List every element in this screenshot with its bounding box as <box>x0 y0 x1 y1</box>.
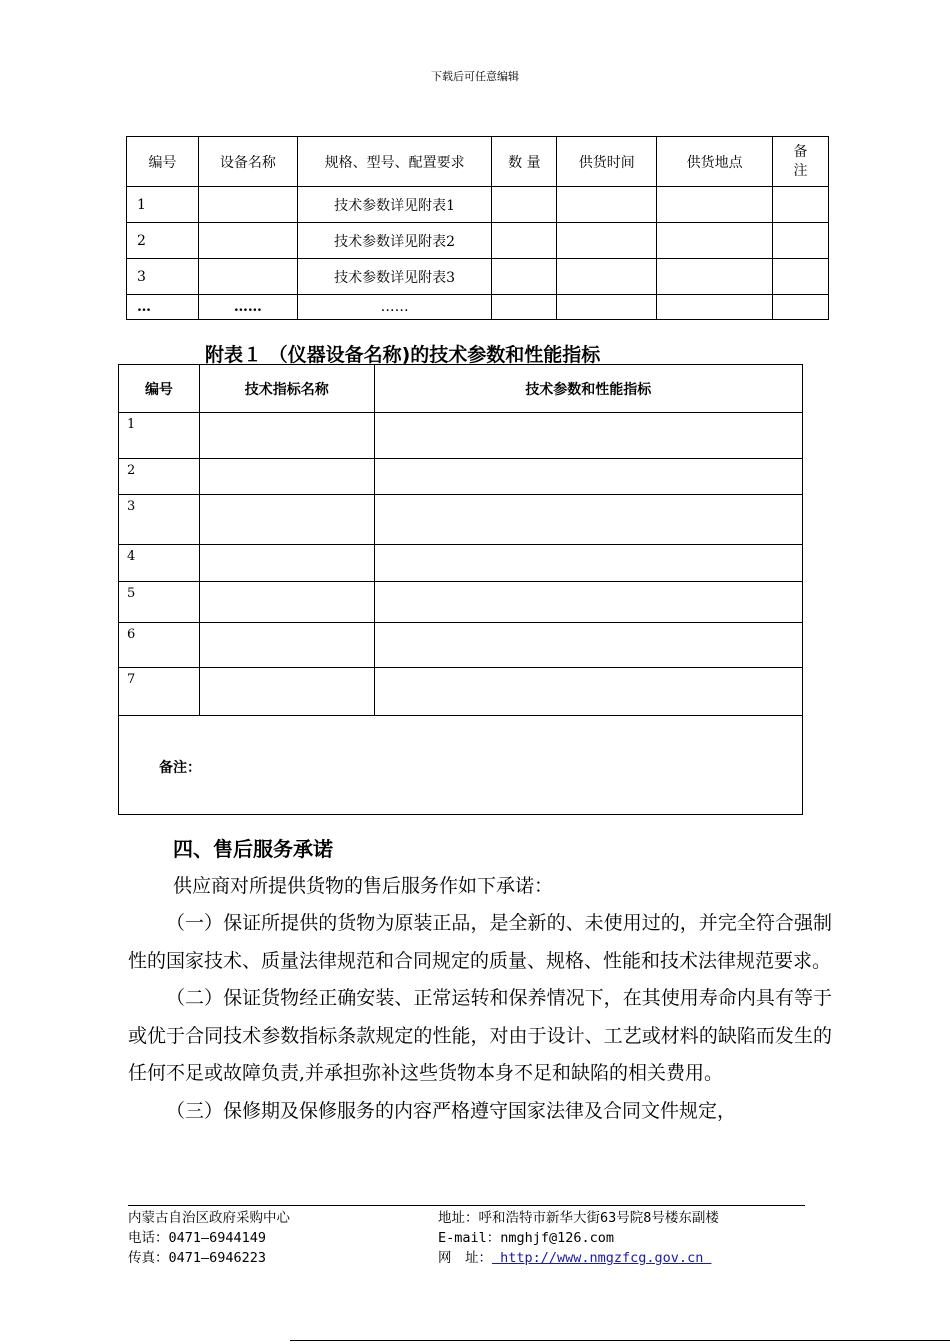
commitment-item: （二）保证货物经正确安装、正常运转和保养情况下，在其使用寿命内具有等于或优于合同技术参数指标条款规定的性能，对由于设计、工艺或材料的缺陷而发生的任何不足或故障负责,并承担弥补这些货物本身不足和缺陷的相关费用。 <box>128 987 832 1084</box>
table-cell <box>557 187 657 223</box>
table-cell: …… <box>297 295 492 320</box>
footer-org: 内蒙古自治区政府采购中心 <box>128 1210 290 1226</box>
table-row <box>119 413 803 459</box>
remarks-row <box>119 716 803 815</box>
table-cell: …… <box>198 295 297 320</box>
table-cell <box>374 623 802 668</box>
col-header-parameters: 技术参数和性能指标 <box>374 365 802 413</box>
table-cell: 4 <box>119 545 200 582</box>
table-cell <box>374 413 802 459</box>
table-cell: … <box>127 295 199 320</box>
table-row <box>127 295 829 320</box>
table-cell <box>198 223 297 259</box>
table-cell <box>374 582 802 623</box>
table-row <box>119 623 803 668</box>
table-cell <box>557 223 657 259</box>
table-cell: 技术参数详见附表1 <box>297 187 492 223</box>
table-cell <box>492 187 557 223</box>
footer-address: 地址：呼和浩特市新华大街63号院8号楼东副楼 <box>438 1210 719 1226</box>
table-cell <box>199 459 374 495</box>
table-cell: 技术参数详见附表3 <box>297 259 492 295</box>
table-cell <box>199 623 374 668</box>
table-header-row <box>127 137 829 187</box>
section-intro: 供应商对所提供货物的售后服务作如下承诺： <box>173 875 554 897</box>
commitment-item: （三）保修期及保修服务的内容严格遵守国家法律及合同文件规定， <box>166 1099 737 1122</box>
table-row <box>127 223 829 259</box>
table-header-row <box>119 365 803 413</box>
table-cell <box>374 495 802 545</box>
table-cell <box>657 187 773 223</box>
col-header-device-name: 设备名称 <box>198 137 297 187</box>
table-cell <box>492 259 557 295</box>
table-row <box>119 545 803 582</box>
table-cell: 3 <box>127 259 199 295</box>
table-cell <box>773 223 829 259</box>
table-cell: 技术参数详见附表2 <box>297 223 492 259</box>
section-title: 四、售后服务承诺 <box>173 837 333 861</box>
table-cell <box>199 413 374 459</box>
table-cell <box>199 668 374 716</box>
footer-fax: 传真：0471—6946223 <box>128 1250 267 1266</box>
col-header-indicator-name: 技术指标名称 <box>199 365 374 413</box>
col-header-number: 编号 <box>127 137 199 187</box>
table-row <box>127 259 829 295</box>
bottom-rule <box>290 1340 950 1341</box>
table-cell <box>492 223 557 259</box>
commitment-list <box>128 905 832 1130</box>
table-cell <box>657 259 773 295</box>
col-header-remarks: 备注 <box>773 137 829 187</box>
table-cell <box>492 295 557 320</box>
table-row <box>119 668 803 716</box>
footer-phone: 电话：0471—6944149 <box>128 1230 267 1246</box>
table-cell <box>773 295 829 320</box>
table-row <box>119 582 803 623</box>
footer-divider <box>128 1205 805 1206</box>
appendix-title: 附表１ （仪器设备名称)的技术参数和性能指标 <box>205 344 601 366</box>
col-header-delivery-time: 供货时间 <box>557 137 657 187</box>
table-cell <box>773 259 829 295</box>
table-cell: 1 <box>127 187 199 223</box>
table-cell: 2 <box>119 459 200 495</box>
table-cell: 2 <box>127 223 199 259</box>
col-header-number: 编号 <box>119 365 200 413</box>
table-cell <box>557 295 657 320</box>
table-cell <box>374 459 802 495</box>
table-row <box>127 187 829 223</box>
table-cell <box>773 187 829 223</box>
table-cell <box>557 259 657 295</box>
procurement-table <box>126 136 829 320</box>
table-row <box>119 495 803 545</box>
commitment-item: （一）保证所提供的货物为原装正品，是全新的、未使用过的，并完全符合强制性的国家技术、质量法律规范和合同规定的质量、规格、性能和技术法律规范要求。 <box>128 912 832 972</box>
footer-website-link[interactable]: http://www.nmgzfcg.gov.cn <box>492 1250 712 1266</box>
table-cell <box>374 668 802 716</box>
table-cell <box>657 223 773 259</box>
table-cell: 3 <box>119 495 200 545</box>
table-cell: 7 <box>119 668 200 716</box>
footer-website-row <box>438 1248 719 1268</box>
footer-contact-right <box>438 1208 719 1268</box>
table-row <box>119 459 803 495</box>
footer-website-label: 网 址： <box>438 1250 492 1266</box>
header-note: 下载后可任意编辑 <box>431 70 519 83</box>
footer-contact-left <box>128 1208 290 1268</box>
remarks-label: 备注： <box>119 716 803 815</box>
col-header-delivery-place: 供货地点 <box>657 137 773 187</box>
table-cell <box>657 295 773 320</box>
table-cell <box>198 259 297 295</box>
table-cell <box>199 582 374 623</box>
table-cell: 6 <box>119 623 200 668</box>
col-header-quantity: 数 量 <box>492 137 557 187</box>
table-cell <box>199 495 374 545</box>
table-cell <box>199 545 374 582</box>
appendix-table <box>118 364 803 815</box>
table-cell <box>374 545 802 582</box>
col-header-spec: 规格、型号、配置要求 <box>297 137 492 187</box>
footer-email: E-mail：nmghjf@126.com <box>438 1230 615 1246</box>
table-cell: 1 <box>119 413 200 459</box>
table-cell: 5 <box>119 582 200 623</box>
table-cell <box>198 187 297 223</box>
